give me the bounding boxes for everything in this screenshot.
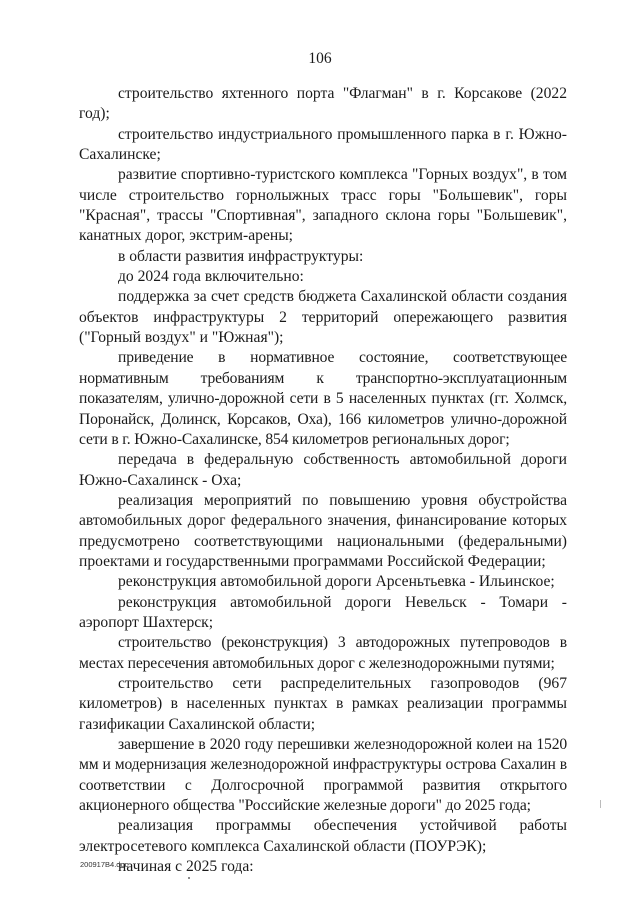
- paragraph: в области развития инфраструктуры:: [118, 247, 364, 265]
- paragraph: начиная с 2025 года:: [118, 858, 254, 876]
- paragraph: реализация мероприятий по повышению уровня обустройства автомобильных дорог федерального значения, финансирование которых предусмотрено соответствующими национальными (федеральными) проектами и государственными программами Российской Федерации;: [79, 491, 567, 570]
- page-number: 106: [308, 50, 332, 67]
- margin-mark: [600, 800, 601, 808]
- paragraph: поддержка за счет средств бюджета Сахалинской области создания объектов инфраструктуры 2 территорий опережающего развития ("Горный воздух" и "Южная");: [79, 288, 567, 347]
- paragraph: завершение в 2020 году перешивки железнодорожной колеи на 1520 мм и модернизация железнодорожной инфраструктуры острова Сахалин в соответствии с Долгосрочной программой развития открытого акционерного общества "Российские железные дороги" до 2025 года;: [79, 736, 567, 815]
- paragraph: реконструкция автомобильной дороги Арсеньтьевка - Ильинское;: [118, 573, 555, 591]
- paragraph: строительство сети распределительных газопроводов (967 километров) в населенных пунктах в рамках реализации программы газификации Сахалинской области;: [79, 674, 567, 733]
- paragraph: реализация программы обеспечения устойчивой работы электросетевого комплекса Сахалинской области (ПОУРЭК);: [79, 817, 567, 855]
- paragraph: реконструкция автомобильной дороги Невельск - Томари - аэропорт Шахтерск;: [79, 593, 567, 631]
- footer-filename: 200917В4.doc: [80, 860, 129, 869]
- paragraph: до 2024 года включительно:: [118, 268, 304, 286]
- paragraph: строительство яхтенного порта "Флагман" в г. Корсакове (2022 год);: [79, 85, 567, 123]
- paragraph: развитие спортивно-туристского комплекса "Горных воздух", в том числе строительство горнолыжных трасс горы "Большевик", горы "Красная", трассы "Спортивная", западного склона горы "Большевик", канатных дорог, экстрим-арены;: [79, 166, 567, 245]
- scan-dot: [188, 877, 190, 879]
- paragraph: строительство (реконструкция) 3 автодорожных путепроводов в местах пересечения автомобильных дорог с железнодорожными путями;: [79, 634, 567, 672]
- document-body: [79, 84, 567, 877]
- paragraph: приведение в нормативное состояние, соответствующее нормативным требованиям к транспортно-эксплуатационным показателям, улично-дорожной сети в 5 населенных пунктах (гг. Холмск, Поронайск, Долинск, Корсаков, Оха), 166 километров улично-дорожной сети в г. Южно-Сахалинске, 854 километров региональных дорог;: [79, 349, 567, 448]
- paragraph: строительство индустриального промышленного парка в г. Южно-Сахалинске;: [79, 125, 567, 164]
- paragraph: передача в федеральную собственность автомобильной дороги Южно-Сахалинск - Оха;: [79, 451, 567, 489]
